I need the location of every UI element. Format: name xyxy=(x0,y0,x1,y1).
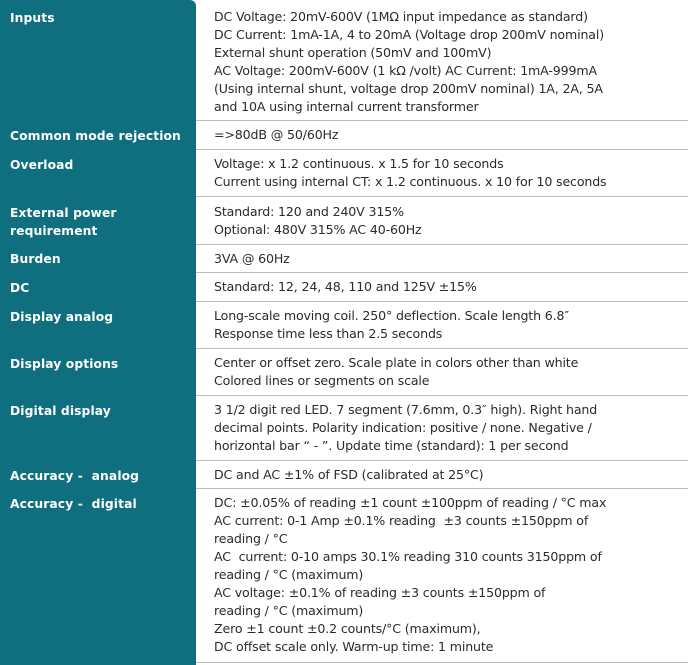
spec-value-line: Standard: 12, 24, 48, 110 and 125V ±15% xyxy=(214,279,477,294)
spec-value-line: Response time less than 2.5 seconds xyxy=(214,326,443,341)
spec-label: Digital display xyxy=(10,404,111,418)
spec-row-common-mode-rejection xyxy=(0,121,688,150)
spec-value-line: reading / °C (maximum) xyxy=(214,603,364,618)
spec-value xyxy=(196,349,688,396)
spec-value-line: (Using internal shunt, voltage drop 200mV nominal) 1A, 2A, 5A xyxy=(214,81,603,96)
spec-label: Accuracy - digital xyxy=(10,497,137,511)
spec-value-line: and 10A using internal current transformer xyxy=(214,99,479,114)
spec-label: Inputs xyxy=(10,11,55,25)
spec-value-line: External shunt operation (50mV and 100mV) xyxy=(214,45,492,60)
spec-value xyxy=(196,150,688,197)
spec-value-line: DC: ±0.05% of reading ±1 count ±100ppm of reading / °C max xyxy=(214,495,607,510)
spec-value xyxy=(196,0,688,121)
spec-row-accuracy-digital xyxy=(0,489,688,663)
spec-value xyxy=(196,396,688,461)
spec-value-line: DC offset scale only. Warm-up time: 1 minute xyxy=(214,639,494,654)
spec-row-overload xyxy=(0,150,688,197)
spec-label: Display options xyxy=(10,357,119,371)
spec-label: Common mode rejection xyxy=(10,129,181,143)
spec-value-line: Center or offset zero. Scale plate in colors other than white xyxy=(214,355,579,370)
spec-value-line: AC voltage: ±0.1% of reading ±3 counts ±150ppm of xyxy=(214,585,546,600)
spec-label: DC xyxy=(10,281,30,295)
spec-value-line: horizontal bar “ - ”. Update time (standard): 1 per second xyxy=(214,438,569,453)
spec-row-burden xyxy=(0,245,688,273)
spec-value-line: DC Voltage: 20mV-600V (1MΩ input impedance as standard) xyxy=(214,9,588,24)
spec-value-line: reading / °C (maximum) xyxy=(214,567,364,582)
spec-row-inputs xyxy=(0,0,688,121)
spec-value xyxy=(196,489,688,663)
spec-value-line: AC current: 0-1 Amp ±0.1% reading ±3 counts ±150ppm of xyxy=(214,513,589,528)
spec-label: Display analog xyxy=(10,310,114,324)
spec-label: Accuracy - analog xyxy=(10,469,140,483)
spec-value xyxy=(196,302,688,349)
spec-value-line: Zero ±1 count ±0.2 counts/°C (maximum), xyxy=(214,621,481,636)
spec-row-external-power xyxy=(0,197,688,245)
spec-row-display-options xyxy=(0,349,688,396)
spec-value-line: 3 1/2 digit red LED. 7 segment (7.6mm, 0.3″ high). Right hand xyxy=(214,402,598,417)
spec-label: External power requirement xyxy=(10,206,117,238)
spec-value-line: 3VA @ 60Hz xyxy=(214,251,290,266)
spec-value-line: Optional: 480V 315% AC 40-60Hz xyxy=(214,222,422,237)
spec-row-accuracy-analog xyxy=(0,461,688,489)
spec-value-line: DC and AC ±1% of FSD (calibrated at 25°C) xyxy=(214,467,484,482)
spec-value-line: reading / °C xyxy=(214,531,288,546)
spec-value-line: decimal points. Polarity indication: positive / none. Negative / xyxy=(214,420,592,435)
spec-row-digital-display xyxy=(0,396,688,461)
spec-value-line: Long-scale moving coil. 250° deflection. Scale length 6.8″ xyxy=(214,308,569,323)
spec-value xyxy=(196,273,688,302)
spec-value-line: Current using internal CT: x 1.2 continuous. x 10 for 10 seconds xyxy=(214,174,607,189)
spec-row-dc xyxy=(0,273,688,302)
spec-value-line: AC Voltage: 200mV-600V (1 kΩ /volt) AC Current: 1mA-999mA xyxy=(214,63,597,78)
spec-value xyxy=(196,461,688,489)
spec-value xyxy=(196,245,688,273)
spec-row-display-analog xyxy=(0,302,688,349)
spec-value-line: Standard: 120 and 240V 315% xyxy=(214,204,404,219)
spec-value-line: Colored lines or segments on scale xyxy=(214,373,430,388)
spec-label: Burden xyxy=(10,252,61,266)
spec-value-line: Voltage: x 1.2 continuous. x 1.5 for 10 seconds xyxy=(214,156,504,171)
spec-value xyxy=(196,197,688,245)
spec-label: Overload xyxy=(10,158,74,172)
spec-value-line: DC Current: 1mA-1A, 4 to 20mA (Voltage drop 200mV nominal) xyxy=(214,27,604,42)
spec-value-line: =>80dB @ 50/60Hz xyxy=(214,127,339,142)
spec-value xyxy=(196,121,688,150)
spec-value-line: AC current: 0-10 amps 30.1% reading 310 counts 3150ppm of xyxy=(214,549,602,564)
